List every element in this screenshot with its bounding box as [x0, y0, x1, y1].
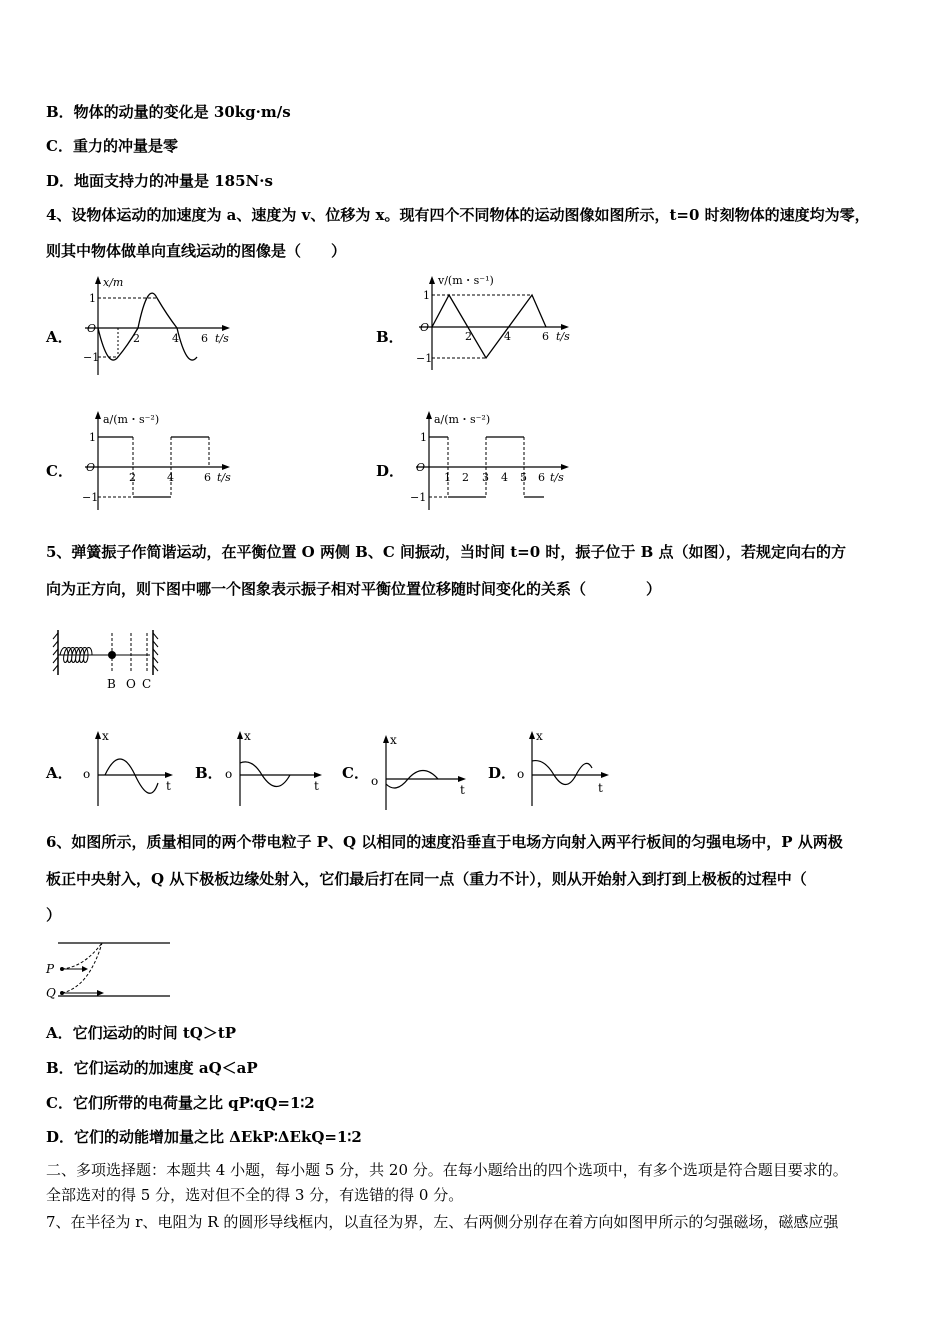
graph-a-ybottom: −1: [83, 351, 100, 364]
q5-label-c: C．: [342, 764, 369, 782]
q4-graph-d: [404, 405, 584, 515]
graph-a-tick: 2: [133, 332, 140, 345]
graph-a-ylabel: x/m: [103, 276, 124, 289]
graph-c-origin: O: [86, 461, 96, 474]
graph-b-ylabel: v/(m・s⁻¹): [438, 274, 494, 287]
graph-c-tick: 2: [129, 471, 136, 484]
q4-graph-a: [75, 270, 245, 380]
q4-label-d: D．: [376, 462, 405, 480]
graph-a-xlabel: t/s: [215, 332, 229, 345]
q5-graph-c: [368, 732, 473, 812]
graph-a-tick: 6: [201, 332, 208, 345]
graph-d-ybottom: −1: [410, 491, 427, 504]
graph-d-xlabel: t/s: [550, 471, 564, 484]
q6-stem-line3: ）: [46, 906, 62, 924]
graph-c-xlabel: t/s: [217, 471, 231, 484]
q4-graph-c: [75, 405, 245, 515]
q3-option-b: B．物体的动量的变化是 30kg·m/s: [46, 103, 291, 121]
q4-stem-line2: 则其中物体做单向直线运动的图像是（ ）: [46, 242, 347, 260]
graph-c-tick: 6: [204, 471, 211, 484]
graph-b-ytop: 1: [423, 289, 430, 302]
graph-b-xlabel: t/s: [556, 330, 570, 343]
graph-c-ytop: 1: [89, 431, 96, 444]
q5-label-a: A．: [46, 764, 73, 782]
q7-stem-line1: 7、在半径为 r、电阻为 R 的圆形导线框内，以直径为界，左、右两侧分别存在着方向如图甲所示的匀强磁场，磁感应强: [46, 1213, 839, 1231]
graph-a-ytop: 1: [89, 292, 96, 305]
q6-stem-line1: 6、如图所示，质量相同的两个带电粒子 P、Q 以相同的速度沿垂直于电场方向射入两平行板间的匀强电场中，P 从两极: [46, 833, 843, 851]
graph-c-ybottom: −1: [82, 491, 99, 504]
q5-graph-b: [222, 728, 322, 808]
graph-axis-t: t: [314, 779, 319, 793]
graph-b-tick: 2: [465, 330, 472, 343]
graph-origin: o: [517, 767, 525, 781]
graph-b-origin: O: [420, 321, 430, 334]
graph-origin: o: [225, 767, 233, 781]
graph-a-tick: 4: [172, 332, 179, 345]
q5-graph-a: [80, 728, 180, 808]
q4-label-b: B．: [376, 328, 404, 346]
q4-graph-b: [404, 270, 584, 380]
section2-line1: 二、多项选择题：本题共 4 小题，每小题 5 分，共 20 分。在每小题给出的四个选项中，有多个选项是符合题目要求的。: [46, 1161, 848, 1179]
graph-d-origin: O: [416, 461, 426, 474]
graph-a-origin: O: [87, 322, 97, 335]
graph-axis-x: x: [244, 729, 251, 743]
graph-c-ylabel: a/(m・s⁻²): [103, 413, 160, 426]
graph-d-tick: 1: [444, 471, 451, 484]
graph-d-tick: 5: [520, 471, 527, 484]
graph-origin: o: [83, 767, 91, 781]
graph-axis-t: t: [460, 783, 465, 797]
graph-axis-t: t: [598, 781, 603, 795]
q6-option-d: D．它们的动能增加量之比 ΔEkP∶ΔEkQ=1∶2: [46, 1128, 362, 1146]
graph-b-ybottom: −1: [416, 352, 433, 365]
q3-option-c: C．重力的冲量是零: [46, 137, 178, 155]
graph-b-tick: 4: [504, 330, 511, 343]
q6-stem-line2: 板正中央射入，Q 从下极板边缘处射入，它们最后打在同一点（重力不计），则从开始射入到打到上极板的过程中（: [46, 870, 807, 888]
graph-d-tick: 6: [538, 471, 545, 484]
spring-label-b: B: [107, 677, 116, 691]
graph-axis-x: x: [102, 729, 109, 743]
q6-option-b: B．它们运动的加速度 aQ＜aP: [46, 1059, 258, 1077]
graph-axis-x: x: [390, 733, 397, 747]
q5-label-b: B．: [195, 764, 223, 782]
q5-label-d: D．: [488, 764, 517, 782]
spring-label-c: C: [142, 677, 152, 691]
q5-graph-d: [514, 728, 614, 808]
q4-label-a: A．: [46, 328, 73, 346]
graph-c-tick: 4: [167, 471, 174, 484]
q5-stem-line1: 5、弹簧振子作简谐运动，在平衡位置 O 两侧 B、C 间振动，当时间 t=0 时，振子位于 B 点（如图），若规定向右的方: [46, 543, 847, 561]
graph-d-tick: 4: [501, 471, 508, 484]
graph-axis-t: t: [166, 779, 171, 793]
graph-d-tick: 2: [462, 471, 469, 484]
section2-line2: 全部选对的得 5 分，选对但不全的得 3 分，有选错的得 0 分。: [46, 1186, 464, 1204]
graph-d-tick: 3: [482, 471, 489, 484]
graph-b-tick: 6: [542, 330, 549, 343]
q4-label-c: C．: [46, 462, 73, 480]
spring-label-o: O: [126, 677, 136, 691]
q6-fig-p: P: [46, 962, 55, 976]
q6-fig-q: Q: [46, 986, 56, 1000]
graph-d-ytop: 1: [420, 431, 427, 444]
q5-spring-figure: [50, 625, 170, 695]
graph-axis-x: x: [536, 729, 543, 743]
q3-option-d: D．地面支持力的冲量是 185N·s: [46, 172, 273, 190]
q6-option-c: C．它们所带的电荷量之比 qP∶qQ=1∶2: [46, 1094, 315, 1112]
q4-stem-line1: 4、设物体运动的加速度为 a、速度为 v、位移为 x。现有四个不同物体的运动图像如图所示，t=0 时刻物体的速度均为零，: [46, 206, 870, 224]
graph-origin: o: [371, 774, 379, 788]
graph-d-ylabel: a/(m・s⁻²): [434, 413, 491, 426]
q6-plates-figure: [44, 935, 174, 1005]
q5-stem-line2: 向为正方向，则下图中哪一个图象表示振子相对平衡位置位移随时间变化的关系（ ）: [46, 580, 662, 598]
q6-option-a: A．它们运动的时间 tQ＞tP: [46, 1024, 237, 1042]
